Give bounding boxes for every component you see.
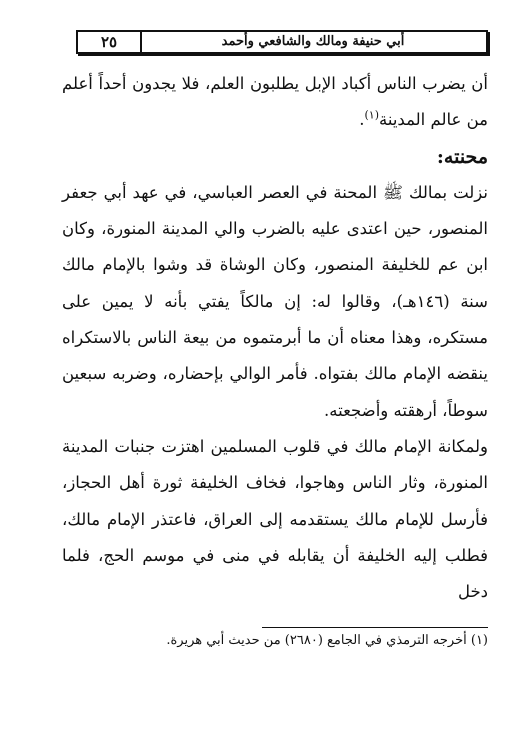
paragraph-1-end: .: [359, 110, 365, 130]
running-title: أبي حنيفة ومالك والشافعي وأحمد: [221, 34, 405, 49]
paragraph-1: [62, 66, 488, 139]
paragraph-2: نزلت بمالك ﷺ المحنة في العصر العباسي، في عهد أبي جعفر المنصور، حين اعتدى عليه بالضرب والي المدينة المنورة، وكان ابن عم للخليفة المنصور، وكان الوشاة قد وشوا بالإمام مالك سنة (١٤٦هـ)، وقالوا له: إن مالكاً يفتي بأنه لا يمين على مستكره، وهذا معناه أن ما أبرمتموه من بيعة الناس بالاستكراه ينقضه الإمام مالك بفتواه. فأمر الوالي بإحضاره، وضربه سبعين سوطاً، أرهقته وأضجعته.: [62, 182, 488, 420]
header-frame: [76, 30, 488, 54]
footnote-reference: (١): [364, 108, 379, 122]
paragraph-1-text: أن يضرب الناس أكباد الإبل يطلبون العلم، فلا يجدون أحداً أعلم من عالم المدينة: [62, 74, 488, 130]
paragraph-3: ولمكانة الإمام مالك في قلوب المسلمين اهتزت جنبات المدينة المنورة، وثار الناس وهاجوا، فخاف الخليفة ثورة أهل الحجاز، فأرسل للإمام مالك يستقدمه إلى العراق، فاعتذر الإمام مالك، فطلب إليه الخليفة أن يقابله في منى في موسم الحج، فلما دخل: [62, 436, 488, 602]
section-heading: محنته:: [436, 145, 488, 168]
page-number: ٢٥: [78, 32, 142, 52]
page-header: [76, 30, 486, 54]
footnote: (١) أخرجه الترمذي في الجامع (٢٦٨٠) من حديث أبي هريرة.: [166, 633, 488, 648]
main-text: [62, 66, 488, 610]
